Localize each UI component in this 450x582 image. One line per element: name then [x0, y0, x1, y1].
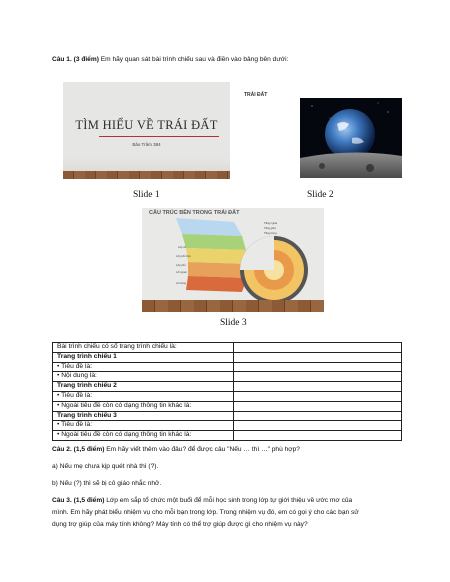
- layer-label: Lớp vỏ: [178, 246, 187, 249]
- layer-label: Lõi ngoài: [176, 271, 187, 274]
- layer-label: Lõi trong: [176, 282, 187, 285]
- layer-label: Tầng giữa: [264, 227, 276, 230]
- slide-3-caption: Slide 3: [220, 318, 247, 328]
- table-row: [53, 372, 402, 382]
- answer-cell[interactable]: [234, 421, 402, 431]
- question-2-b: b) Nếu (?) thì sẽ bị cô giáo nhắc nhở.: [52, 480, 162, 487]
- question-1-text: Em hãy quan sát bài trình chiếu sau và điền vào bảng bên dưới:: [98, 56, 289, 63]
- slide-3-image: [142, 208, 324, 312]
- question-1-label: Câu 1. (3 điểm): [52, 56, 99, 63]
- table-row: [53, 431, 402, 441]
- table-row: [53, 362, 402, 372]
- question-2-label: Câu 2. (1,5 điểm): [52, 446, 105, 453]
- table-row: [53, 352, 402, 362]
- earth-layers-diagram: [142, 208, 324, 312]
- table-cell-question: • Tiêu đề là:: [53, 421, 234, 431]
- table-row: [53, 401, 402, 411]
- question-2: [52, 446, 300, 453]
- table-cell-question: • Ngoài tiêu đề còn có dạng thông tin khác là:: [53, 431, 234, 441]
- slide-2-image: [236, 82, 408, 179]
- layer-label: Lớp phủ: [176, 264, 186, 267]
- slide-1-title: TÌM HIỂU VỀ TRÁI ĐẤT: [75, 118, 218, 132]
- answer-cell[interactable]: [234, 362, 402, 372]
- question-1: [52, 56, 288, 63]
- slide-1-underline: [99, 136, 219, 137]
- table-cell-heading: Trang trình chiếu 1: [53, 352, 234, 362]
- answer-cell[interactable]: [234, 343, 402, 353]
- table-cell-question: • Ngoài tiêu đề còn có dạng thông tin khác là:: [53, 401, 234, 411]
- question-3-line-1: Lớp em sắp tổ chức một buổi để mỗi học sinh trong lớp tự giới thiệu về ước mơ của: [104, 497, 353, 504]
- question-2-text: Em hãy viết thêm vào đâu? để được câu "Nếu … thì …" phù hợp?: [104, 446, 300, 453]
- wood-floor: [63, 171, 230, 179]
- slide-1-subtitle: Bảo Trâm 384: [132, 142, 161, 147]
- table-cell-heading: Trang trình chiếu 3: [53, 411, 234, 421]
- slide-3-title: CẤU TRÚC BÊN TRONG TRÁI ĐẤT: [149, 210, 240, 216]
- slide-1-caption: Slide 1: [133, 190, 160, 200]
- question-2-a: a) Nếu mẹ chưa kịp quét nhà thì (?).: [52, 463, 159, 470]
- table-row: [53, 411, 402, 421]
- table-cell-question: • Tiêu đề là:: [53, 391, 234, 401]
- slide-2-caption: Slide 2: [307, 190, 334, 200]
- answer-cell[interactable]: [234, 352, 402, 362]
- answer-cell[interactable]: [234, 391, 402, 401]
- answer-cell[interactable]: [234, 431, 402, 441]
- answer-cell[interactable]: [234, 372, 402, 382]
- table-row: [53, 382, 402, 392]
- table-cell-question: • Tiêu đề là:: [53, 362, 234, 372]
- question-3-line-2: mình. Em hãy phát biểu nhiệm vụ cho mỗi bạn trong lớp. Trong nhiệm vụ đó, em có gọi ý cho các bạn sử: [52, 509, 359, 516]
- table-row: [53, 343, 402, 353]
- question-3-line-3: dụng trợ giúp của máy tính không? Máy tính có thể trợ giúp được gì cho nhiệm vụ này?: [52, 521, 308, 528]
- slide-2-title: TRÁI ĐẤT: [244, 92, 268, 98]
- table-cell-question: Bài trình chiếu có số trang trình chiếu là:: [53, 343, 234, 353]
- answer-cell[interactable]: [234, 382, 402, 392]
- wood-floor: [142, 300, 324, 312]
- answer-table: [52, 342, 402, 441]
- table-cell-question: • Nội dung là:: [53, 372, 234, 382]
- layer-label: Tầng trong: [264, 232, 277, 235]
- question-3: [52, 497, 352, 504]
- layer-label: Tầng ngoài: [264, 222, 277, 225]
- slide-1-image: [63, 82, 230, 179]
- table-row: [53, 421, 402, 431]
- table-cell-heading: Trang trình chiếu 2: [53, 382, 234, 392]
- question-3-label: Câu 3. (1,5 điểm): [52, 497, 105, 504]
- answer-cell[interactable]: [234, 411, 402, 421]
- layer-label: Lớp phủ trên: [176, 255, 191, 258]
- earth-photo: [300, 98, 402, 178]
- table-row: [53, 391, 402, 401]
- answer-cell[interactable]: [234, 401, 402, 411]
